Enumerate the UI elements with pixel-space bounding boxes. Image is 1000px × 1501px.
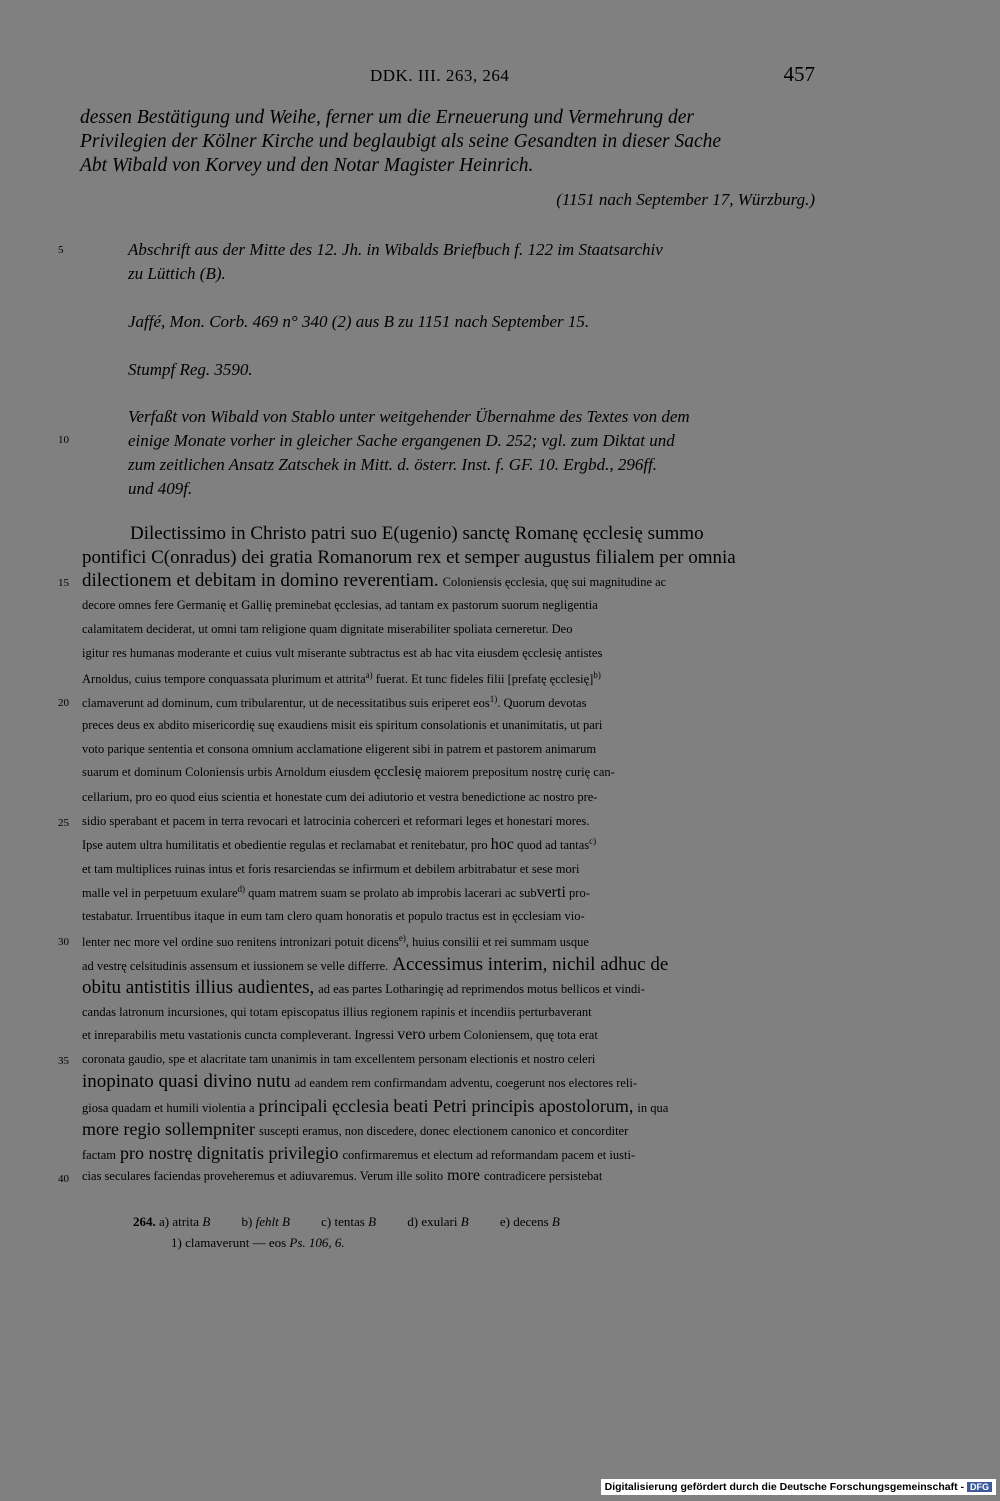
text-segment: ad vestrę celsitudinis assensum et iussionem se velle differre. (82, 959, 389, 973)
dateline: (1151 nach September 17, Würzburg.) (556, 190, 815, 209)
line-number: 10 (58, 434, 69, 446)
text-segment: quod ad tantas (516, 838, 590, 853)
text-segment: giosa quadam et humili violentia a (82, 1101, 255, 1115)
text-segment: dilectionem et debitam in domino reverentiam. (82, 570, 439, 591)
footnote-d: d) exulari (407, 1214, 458, 1229)
line-number: 5 (58, 244, 64, 256)
footnote-b: b) (241, 1214, 253, 1229)
source-note (128, 238, 818, 286)
regest-summary (80, 106, 815, 178)
footnote-marker: 1) (489, 694, 498, 704)
text-segment: principali ęcclesia beati Petri principis apostolorum, (258, 1096, 634, 1116)
text-segment: pro- (565, 886, 590, 901)
footnotes (133, 1211, 588, 1253)
text-line: voto parique sententia et consona omnium acclamatione eligerent sibi in patrem et pastorem animarum (82, 742, 597, 756)
text-segment: factam (82, 1148, 117, 1162)
text-segment: ad eas partes Lotharingię ad reprimendos motus bellicos et vindi- (318, 982, 645, 996)
text-segment: obitu antistitis illius audientes, (82, 977, 315, 998)
text-segment: contradicere persistebat (483, 1169, 603, 1183)
footnote-row-numbers (133, 1232, 588, 1253)
footnote-b-value: fehlt B (255, 1214, 290, 1229)
text-segment: fuerat. Et tunc fideles filii [prefatę ęcclesię] (372, 672, 594, 687)
page-number: 457 (783, 62, 815, 86)
footnote-marker: a) (365, 670, 373, 680)
text-segment: verti (536, 884, 566, 902)
text-segment: suscepti eramus, non discedere, donec electionem canonico et concorditer (258, 1124, 629, 1138)
text-line: sidio sperabant et pacem in terra revocari et latrocinia coherceri et reformari leges et honestari mores. (82, 814, 590, 828)
footnote-source: B (460, 1214, 469, 1229)
footnote-1-reference: Ps. 106, 6. (289, 1235, 345, 1250)
footnote-e: e) decens (499, 1214, 549, 1229)
text-line: candas latronum incursiones, qui totam episcopatus illius regionem rapinis et incendiis perturbaverant (82, 1005, 592, 1019)
line-number: 20 (58, 697, 69, 709)
text-segment: cias seculares faciendas proveheremus et adiuvaremus. Verum ille solito (82, 1169, 444, 1183)
text-segment: pro nostrę dignitatis privilegio (120, 1143, 339, 1163)
text-segment: . Quorum devotas (497, 696, 587, 711)
footnote-row-letters (133, 1211, 588, 1232)
stumpf-note: Stumpf Reg. 3590. (128, 360, 253, 379)
funding-text: Digitalisierung gefördert durch die Deutsche Forschungsgemeinschaft - (604, 1481, 964, 1493)
text-line: decore omnes fere Germanię et Gallię preminebat ęcclesias, ad tantam ex pastorum suorum negligentia (82, 598, 598, 612)
text-segment: Coloniensis ęcclesia, quę sui magnitudine ac (442, 575, 667, 589)
footnote-source: B (368, 1214, 377, 1229)
footnote-marker: c) (589, 836, 597, 846)
page-header (80, 64, 815, 90)
text-segment: suarum et dominum Coloniensis urbis Arnoldum eiusdem (82, 765, 371, 779)
footnote-marker: d) (237, 884, 245, 894)
footnote-marker: b) (593, 670, 601, 680)
footnote-marker: e) (398, 933, 406, 943)
text-line: calamitatem deciderat, ut omni tam religione quam dignitate miserabiliter spoliata cerneretur. Deo (82, 622, 573, 636)
text-segment: Ipse autem ultra humilitatis et obedientie regulas et reclamabat et renitebatur, pro (82, 838, 488, 853)
text-segment: ad eandem rem confirmandam adventu, coegerunt nos electores reli- (294, 1076, 638, 1090)
note-line: zu Lüttich (B). (128, 264, 226, 283)
text-segment: urbem Coloniensem, quę tota erat (428, 1028, 598, 1042)
text-line: coronata gaudio, spe et alacritate tam unanimis in tam excellentem personam electionis et nostro celeri (82, 1052, 596, 1066)
running-head: DDK. III. 263, 264 (370, 66, 510, 85)
line-number: 25 (58, 817, 69, 829)
line-number: 30 (58, 936, 69, 948)
text-segment: Arnoldus, cuius tempore conquassata plurimum et attrita (82, 672, 366, 687)
funding-banner (601, 1479, 996, 1495)
text-segment: clamaverunt ad dominum, cum tribularentur, ut de necessitatibus suis eriperet eos (82, 696, 490, 711)
dfg-logo-icon: DFG (967, 1482, 992, 1492)
text-segment: hoc (490, 836, 514, 854)
text-segment: in qua (637, 1101, 669, 1115)
text-line: igitur res humanas moderante et cuius vult miserante subtractus est ab hac vita eiusdem ęcclesię antistes (82, 646, 603, 660)
line-number: 35 (58, 1055, 69, 1067)
summary-line: Privilegien der Kölner Kirche und beglaubigt als seine Gesandten in dieser Sache (80, 131, 722, 152)
text-line: Dilectissimo in Christo patri suo E(ugenio) sanctę Romanę ęcclesię summo (130, 523, 704, 544)
text-segment: inopinato quasi divino nutu (82, 1071, 291, 1092)
note-line: einige Monate vorher in gleicher Sache ergangenen D. 252; vgl. zum Diktat und (128, 431, 675, 450)
text-segment: quam matrem suam se prolato ab improbis lacerari ac sub (245, 886, 537, 901)
note-line: und 409f. (128, 479, 193, 498)
text-segment: more (447, 1167, 480, 1184)
text-segment: vero (397, 1026, 426, 1043)
text-segment: Accessimus interim, nichil adhuc de (392, 954, 669, 975)
text-segment: confirmaremus et electum ad reformandam pacem et iusti- (342, 1148, 636, 1162)
footnote-source: B (551, 1214, 560, 1229)
text-segment: , huius consilii et rei summam usque (405, 935, 589, 950)
note-line: Verfaßt von Wibald von Stablo unter weitgehender Übernahme des Textes von dem (128, 407, 690, 426)
line-number: 15 (58, 577, 69, 589)
note-line: zum zeitlichen Ansatz Zatschek in Mitt. d. österr. Inst. f. GF. 10. Ergbd., 296ff. (128, 455, 658, 474)
text-segment: ęcclesię (374, 764, 422, 780)
commentary-note (128, 405, 818, 501)
footnote-number: 264. (133, 1214, 156, 1229)
footnote-c: c) tentas (321, 1214, 365, 1229)
text-segment: malle vel in perpetuum exulare (82, 886, 238, 901)
text-segment: more regio sollempniter (82, 1119, 255, 1139)
footnote-1: 1) clamaverunt — eos (171, 1235, 287, 1250)
note-line: Abschrift aus der Mitte des 12. Jh. in Wibalds Briefbuch f. 122 im Staatsarchiv (128, 240, 663, 259)
footnote-a: a) atrita (159, 1214, 200, 1229)
text-segment: lenter nec more vel ordine suo renitens intronizari potuit dicens (82, 935, 399, 950)
summary-line: Abt Wibald von Korvey und den Notar Magister Heinrich. (80, 155, 534, 176)
text-line: testabatur. Irruentibus itaque in eum tam clero quam honoratis et populo tractus est in ęcclesiam vio- (82, 909, 585, 923)
line-number: 40 (58, 1173, 69, 1185)
text-line: cellarium, pro eo quod eius scientia et honestate cum dei adiutorio et vestra benedictione ac nostro pre- (82, 790, 598, 804)
summary-line: dessen Bestätigung und Weihe, ferner um die Erneuerung und Vermehrung der (80, 107, 694, 128)
text-segment: maiorem prepositum nostrę curię can- (424, 765, 615, 779)
text-segment: et inreparabilis metu vastationis cuncta compleverant. Ingressi (82, 1028, 395, 1042)
text-line: preces deus ex abdito misericordię suę exaudiens misit eis spiritum consolationis et unanimitatis, ut pari (82, 718, 603, 732)
edition-note: Jaffé, Mon. Corb. 469 n° 340 (2) aus B zu 1151 nach September 15. (128, 312, 590, 331)
footnote-source: B (202, 1214, 211, 1229)
text-line: pontifici C(onradus) dei gratia Romanorum rex et semper augustus filialem per omnia (82, 547, 736, 568)
text-line: et tam multiplices ruinas intus et foris resarciendas se infirmum et debilem arbitrabatur et sese mori (82, 862, 580, 876)
